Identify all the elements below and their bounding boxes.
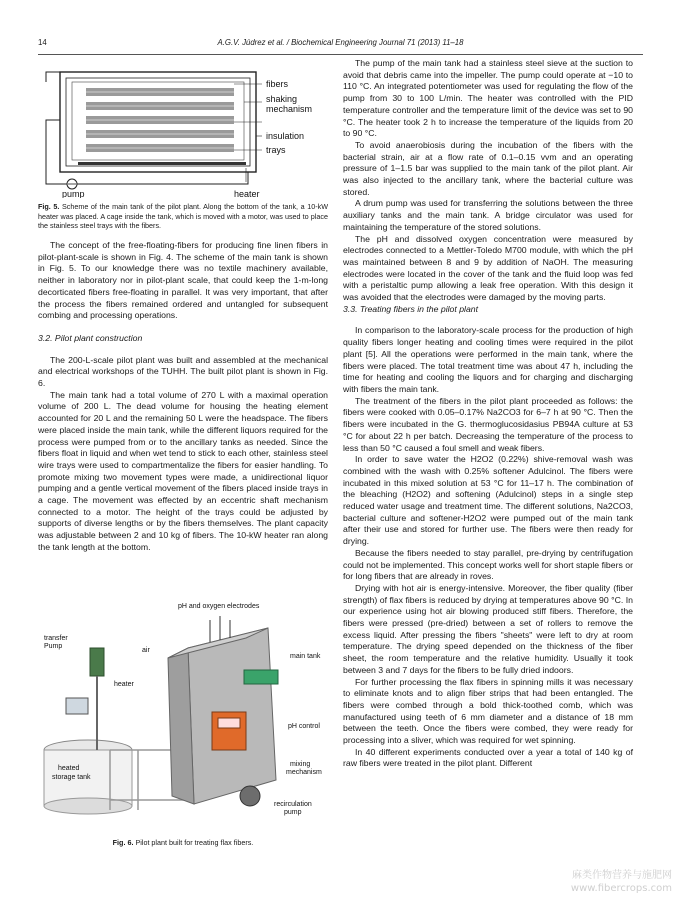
paragraph: In comparison to the laboratory-scale process for the production of high quality fibers longer heating and cooling times were required in the pilot plant [5]. All the operations were performed in the main tank, where the fibers were placed. The total treatment time was about 47 h, including the time for heating and cooling the liquors and for charging and discharging with fibers the main tank. <box>343 325 633 394</box>
figure-6-caption <box>38 838 328 848</box>
label-transfer-pump: Pump <box>44 643 63 650</box>
paragraph: To avoid anaerobiosis during the incubation of the fibers with the bacterial strain, air at a flow rate of 0.1–0.15 vvm and an operating pressure of 1–1.5 bar was supplied to the main tank of the pilot plant. Air was also injected to the ancillary tank, where the bacterial culture was stored. <box>343 139 633 197</box>
heater-element <box>78 162 246 165</box>
label-ph-electrodes: pH and oxygen electrodes <box>178 603 260 610</box>
paragraph: The main tank had a total volume of 270 L with a maximal operation volume of 200 L. The dead volume for housing the heating element accounted for 20 L and the remaining 50 L were the headspace. The fibers were placed inside the main tank, while the different liquors required for the process were pumped from or to the ancillary tanks as needed. Since the fibers float in liquid and when wet tend to stick to each other, stainless steel wire trays were used to compartmentalize the fibers for easier handling. To promote mixing two movement types were made, a unidirectional liquor pumping and a gentle vertical movement of the fibers placed inside trays in a cage. The movement was effected by an eccentric shaft mechanism connected to a motor. The height of the trays could be adjusted by supports of diverse lengths or by the fibers themselves. The plant capacity was adjustable between 2 and 10 kg of fibers. The 10-kW heater ran along the tank length at the bottom. <box>38 389 328 552</box>
paragraph: Because the fibers needed to stay parallel, pre-drying by centrifugation could not be implemented. This concept works well for short staple fibers or for long fibers that are already in roves. <box>343 547 633 582</box>
label-recirc-pump: pump <box>284 809 302 816</box>
figure-5-caption-text: Scheme of the main tank of the pilot plant. Along the bottom of the tank, a 10-kW heater was placed. A cage inside the tank, which is moved with a motor, was used to place the stainless steel trays with the fibers. <box>38 202 328 231</box>
paragraph: The 200-L-scale pilot plant was built and assembled at the mechanical and electrical workshops of the TUHH. The built pilot plant is shown in Fig. 6. <box>38 354 328 389</box>
paragraph: For further processing the flax fibers in spinning mills it was necessary to eliminate knots and to align fiber strips that had been entangled. The fibers were combed through a bold thick-toothed comb, which was manufactured using teeth of 6 mm diameter and a distance of 18 mm between the teeth. Once the fibers were combed, they were ready for processing into a sliver, which was required for wet spinning. <box>343 676 633 746</box>
figure-5-schematic <box>38 58 328 198</box>
label-heater: heater <box>234 189 260 198</box>
label-transfer: transfer <box>44 635 68 642</box>
page-number: 14 <box>38 38 47 47</box>
recirculation-pump <box>240 786 260 806</box>
label-pump: pump <box>62 189 85 198</box>
label-mixing: mixing <box>290 761 311 768</box>
paragraph: In order to save water the H2O2 (0.22%) shive-removal wash was combined with the wash with 0.25% softener Adulcinol. The fibers were incubated in this mixed solution at 53 °C for 11–17 h. The combination of the bleaching (H2O2) and softening (Adulcinol) steps in a single step reduced water usage and treatment time. The different solutions, Na2CO3, bacterial culture and softener-H2O2 were pumped out of the main tank after their use and stored for further use. The fibers were then ready for drying. <box>343 454 633 547</box>
figure-6-caption-text: Pilot plant built for treating flax fibers. <box>135 838 254 847</box>
label-insulation: insulation <box>266 131 305 141</box>
recirculation-pipe <box>46 120 68 184</box>
paragraph: The pump of the main tank had a stainless steel sieve at the suction to avoid that debris came into the impeller. The pump could operate at −10 to 110 °C. An integrated potentiometer was used for regulating the flow of the pump from 30 to 100 L/min. The heater was controlled with the PID temperature controller and the temperature limit of the device was set to 90 °C. The heater took 2 h to increase the temperature of the liquids from 20 to 90 °C. <box>343 58 633 139</box>
label-trays: trays <box>266 145 286 155</box>
label-shaking: shaking <box>266 94 298 104</box>
label-recirculation: recirculation <box>274 801 312 808</box>
transfer-pump <box>90 648 104 676</box>
label-main-tank: main tank <box>290 653 321 660</box>
figure-5-caption-label: Fig. 5. <box>38 202 60 211</box>
label-air: air <box>142 647 150 654</box>
paragraph: The concept of the free-floating-fibers for producing fine linen fibers in pilot-plant-scale is shown in Fig. 4. The scheme of the main tank is shown in Fig. 5. To our knowledge there was no textile machinery available, neither in laboratory nor in pilot-plant scale, that could keep the 1-m-long decorticated fibers free-floating in parallel. It was very important, that after the process the fibers remained ordered and untangled for subsequent combing and processing operations. <box>38 240 328 321</box>
paragraph: In 40 different experiments conducted over a year a total of 140 kg of raw fibers were treated in the pilot plant. Different <box>343 746 633 769</box>
paragraph: A drum pump was used for transferring the solutions between the three auxiliary tanks and the main tank. A bridge circulator was used for maintaining the temperature of the stored solutions. <box>343 198 633 232</box>
watermark-line-2: www.fibercrops.com <box>570 883 672 894</box>
section-heading-3-3: 3.3. Treating fibers in the pilot plant <box>343 303 479 314</box>
label-mixing-mechanism: mechanism <box>286 769 322 776</box>
label-mechanism: mechanism <box>266 104 313 114</box>
paragraph: Drying with hot air is energy-intensive. Moreover, the fiber quality (fiber strength) of flax fibers is reduced by drying at temperatures above 90 °C. In our experience using hot air blowing produced stiff fibers. Therefore, the fibers were pressed (pre-dried) between a set of rollers to remove the excess liquid. After pressing the fibers "sheets" were left to dry at room temperature. The drying speed depended on the thickness of the fiber sheet, the room temperature and the relative humidity. Usually it took between 3 and 7 days for the fibers to be fully dried indoors. <box>343 582 633 675</box>
label-heated: heated <box>58 765 80 772</box>
figure-5-caption <box>38 202 328 231</box>
journal-citation: A.G.V. Júdrez et al. / Biochemical Engineering Journal 71 (2013) 11–18 <box>217 38 464 47</box>
label-ph-control: pH control <box>288 723 320 730</box>
left-column <box>38 240 328 554</box>
watermark <box>571 869 672 895</box>
figure-6-caption-label: Fig. 6. <box>112 838 134 847</box>
figure-6-photo <box>38 600 328 832</box>
label-heater: heater <box>114 681 134 688</box>
watermark-line-1: 麻类作物营养与施肥网 <box>572 870 672 881</box>
label-fibers: fibers <box>266 79 289 89</box>
section-heading-3-2: 3.2. Pilot plant construction <box>38 332 143 343</box>
paragraph: The pH and dissolved oxygen concentration were measured by electrodes connected to a Mettler-Toledo M700 module, with which the pH was maintained between 8 and 9 by addition of NaOH. The measuring electrodes were located in the cover of the tank and the fluid loop was fed with a peristaltic pump allowing a leak free operation. With this design it was avoided that the electrodes were damaged by the moving parts. <box>343 233 633 303</box>
label-storage-tank: storage tank <box>52 774 91 781</box>
header-rule <box>38 54 643 55</box>
paragraph: The treatment of the fibers in the pilot plant proceeded as follows: the fibers were cooked with 0.05–0.17% Na2CO3 for 6–7 h at 90 °C. Then the fibers were incubated in the G. thermoglucosidasius PB94A culture at 53 °C for about 22 h per batch. Decreasing the temperature of the process to less than 50 °C caused a foul smell and weak fibers. <box>343 395 633 453</box>
right-column <box>343 58 633 770</box>
running-header <box>38 38 643 50</box>
green-tray <box>244 670 278 684</box>
controller-display <box>66 698 88 714</box>
